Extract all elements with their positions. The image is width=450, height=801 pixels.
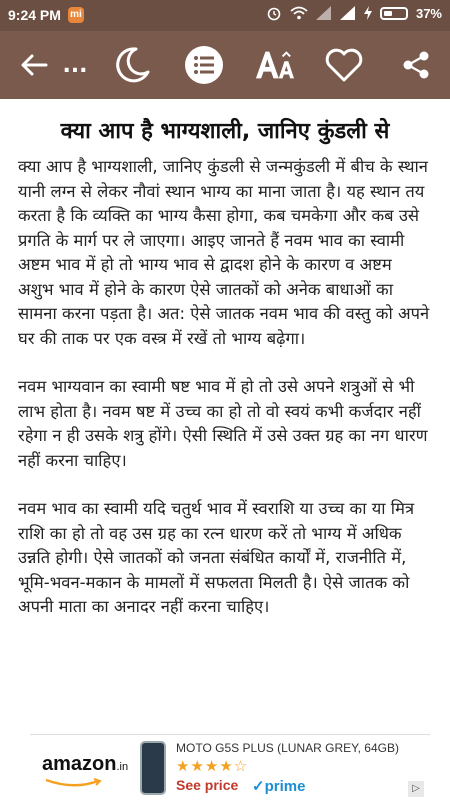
share-button[interactable] (396, 45, 436, 85)
amazon-brand-suffix: .in (116, 761, 129, 773)
moon-icon (112, 45, 152, 85)
ad-rating-stars: ★★★★☆ (176, 757, 249, 775)
amazon-brand: amazon (42, 753, 117, 775)
text-size-icon (254, 47, 294, 83)
article-paragraph-3: नवम भाव का स्वामी यदि चतुर्थ भाव में स्वराशि या उच्च का या मित्र राशि का हो तो वह उस ग्रह का रत्न धारण करें तो भाग्य में अधिक उन्नति होगी। ऐसे जातकों को जनता संबंधित कार्यों में, राजनीति में, भूमि-भवन-मकान के मामलों में सफलता मिलती है। ऐसे जातक को अपनी माता का अनादर नहीं करना चाहिए। (18, 499, 415, 616)
more-button[interactable] (60, 45, 90, 85)
app-logo-icon: mi (68, 7, 84, 23)
signal-icon-2 (340, 6, 356, 20)
more-label: ... (62, 52, 88, 78)
heart-icon (324, 47, 364, 83)
ad-choices-icon[interactable]: ▷ (408, 781, 424, 797)
amazon-logo (42, 753, 128, 776)
toolbar (0, 31, 450, 99)
wifi-icon (290, 6, 308, 20)
list-icon (184, 45, 224, 85)
article-paragraph-2: नवम भाग्यवान का स्वामी षष्ट भाव में हो तो उसे अपने शत्रुओं से भी लाभ होता है। नवम षष्ट में उच्च का हो तो वो स्वयं कभी कर्जदार नहीं रहेगा न ही उसके शत्रु होंगे। ऐसी स्थिति में उसे उक्त ग्रह का नग धारण नहीं करना चाहिए। (18, 377, 428, 470)
back-arrow-icon (20, 53, 48, 77)
share-icon (401, 50, 431, 80)
back-button[interactable] (14, 45, 54, 85)
article-paragraph-1: क्या आप है भाग्यशाली, जानिए कुंडली से जन्मकुंडली में बीच के स्थान यानी लग्न से लेकर नौवां स्थान भाग्य का माना जाता है। यह स्थान तय करता है कि व्यक्ति का भाग्य कैसा होगा, कब चमकेगा और कब उसे प्रगति के मार्ग पर ले जाएगा। आइए जानते हैं नवम भाव का स्वामी अष्टम भाव में हो तो भाग्य भाव से द्वादश होने के कारण व अष्टम अशुभ भाव में होने के कारण ऐसे जातकों को अनेक बाधाओं का सामना करना पड़ता है। अत: ऐसे जातक नवम भाव की वस्तु को अपने घर की ताक पर एक वस्त्र में रखें तो भाग्य बढ़ेगा। (18, 157, 430, 348)
product-image (140, 741, 166, 795)
article-title: क्या आप है भाग्यशाली, जानिए कुंडली से (60, 119, 390, 144)
night-mode-button[interactable] (112, 45, 152, 85)
battery-percent: 37% (415, 5, 442, 21)
favorite-button[interactable] (324, 45, 364, 85)
battery-icon (380, 7, 408, 20)
ad-prime-badge: ✓prime (252, 778, 306, 795)
status-time: 9:24 PM (8, 7, 61, 23)
article-content[interactable] (0, 99, 450, 734)
list-button[interactable] (184, 45, 224, 85)
charging-icon (364, 6, 372, 20)
ad-banner[interactable] (30, 734, 430, 801)
alarm-icon (266, 5, 282, 21)
ad-see-price-link[interactable]: See price (176, 777, 239, 793)
signal-icon (316, 6, 332, 20)
status-icons (266, 5, 442, 21)
ad-product-name: MOTO G5S PLUS (LUNAR GREY, 64GB) (176, 741, 399, 755)
amazon-smile-icon (44, 778, 104, 788)
status-bar (0, 0, 450, 31)
text-size-button[interactable] (254, 45, 294, 85)
